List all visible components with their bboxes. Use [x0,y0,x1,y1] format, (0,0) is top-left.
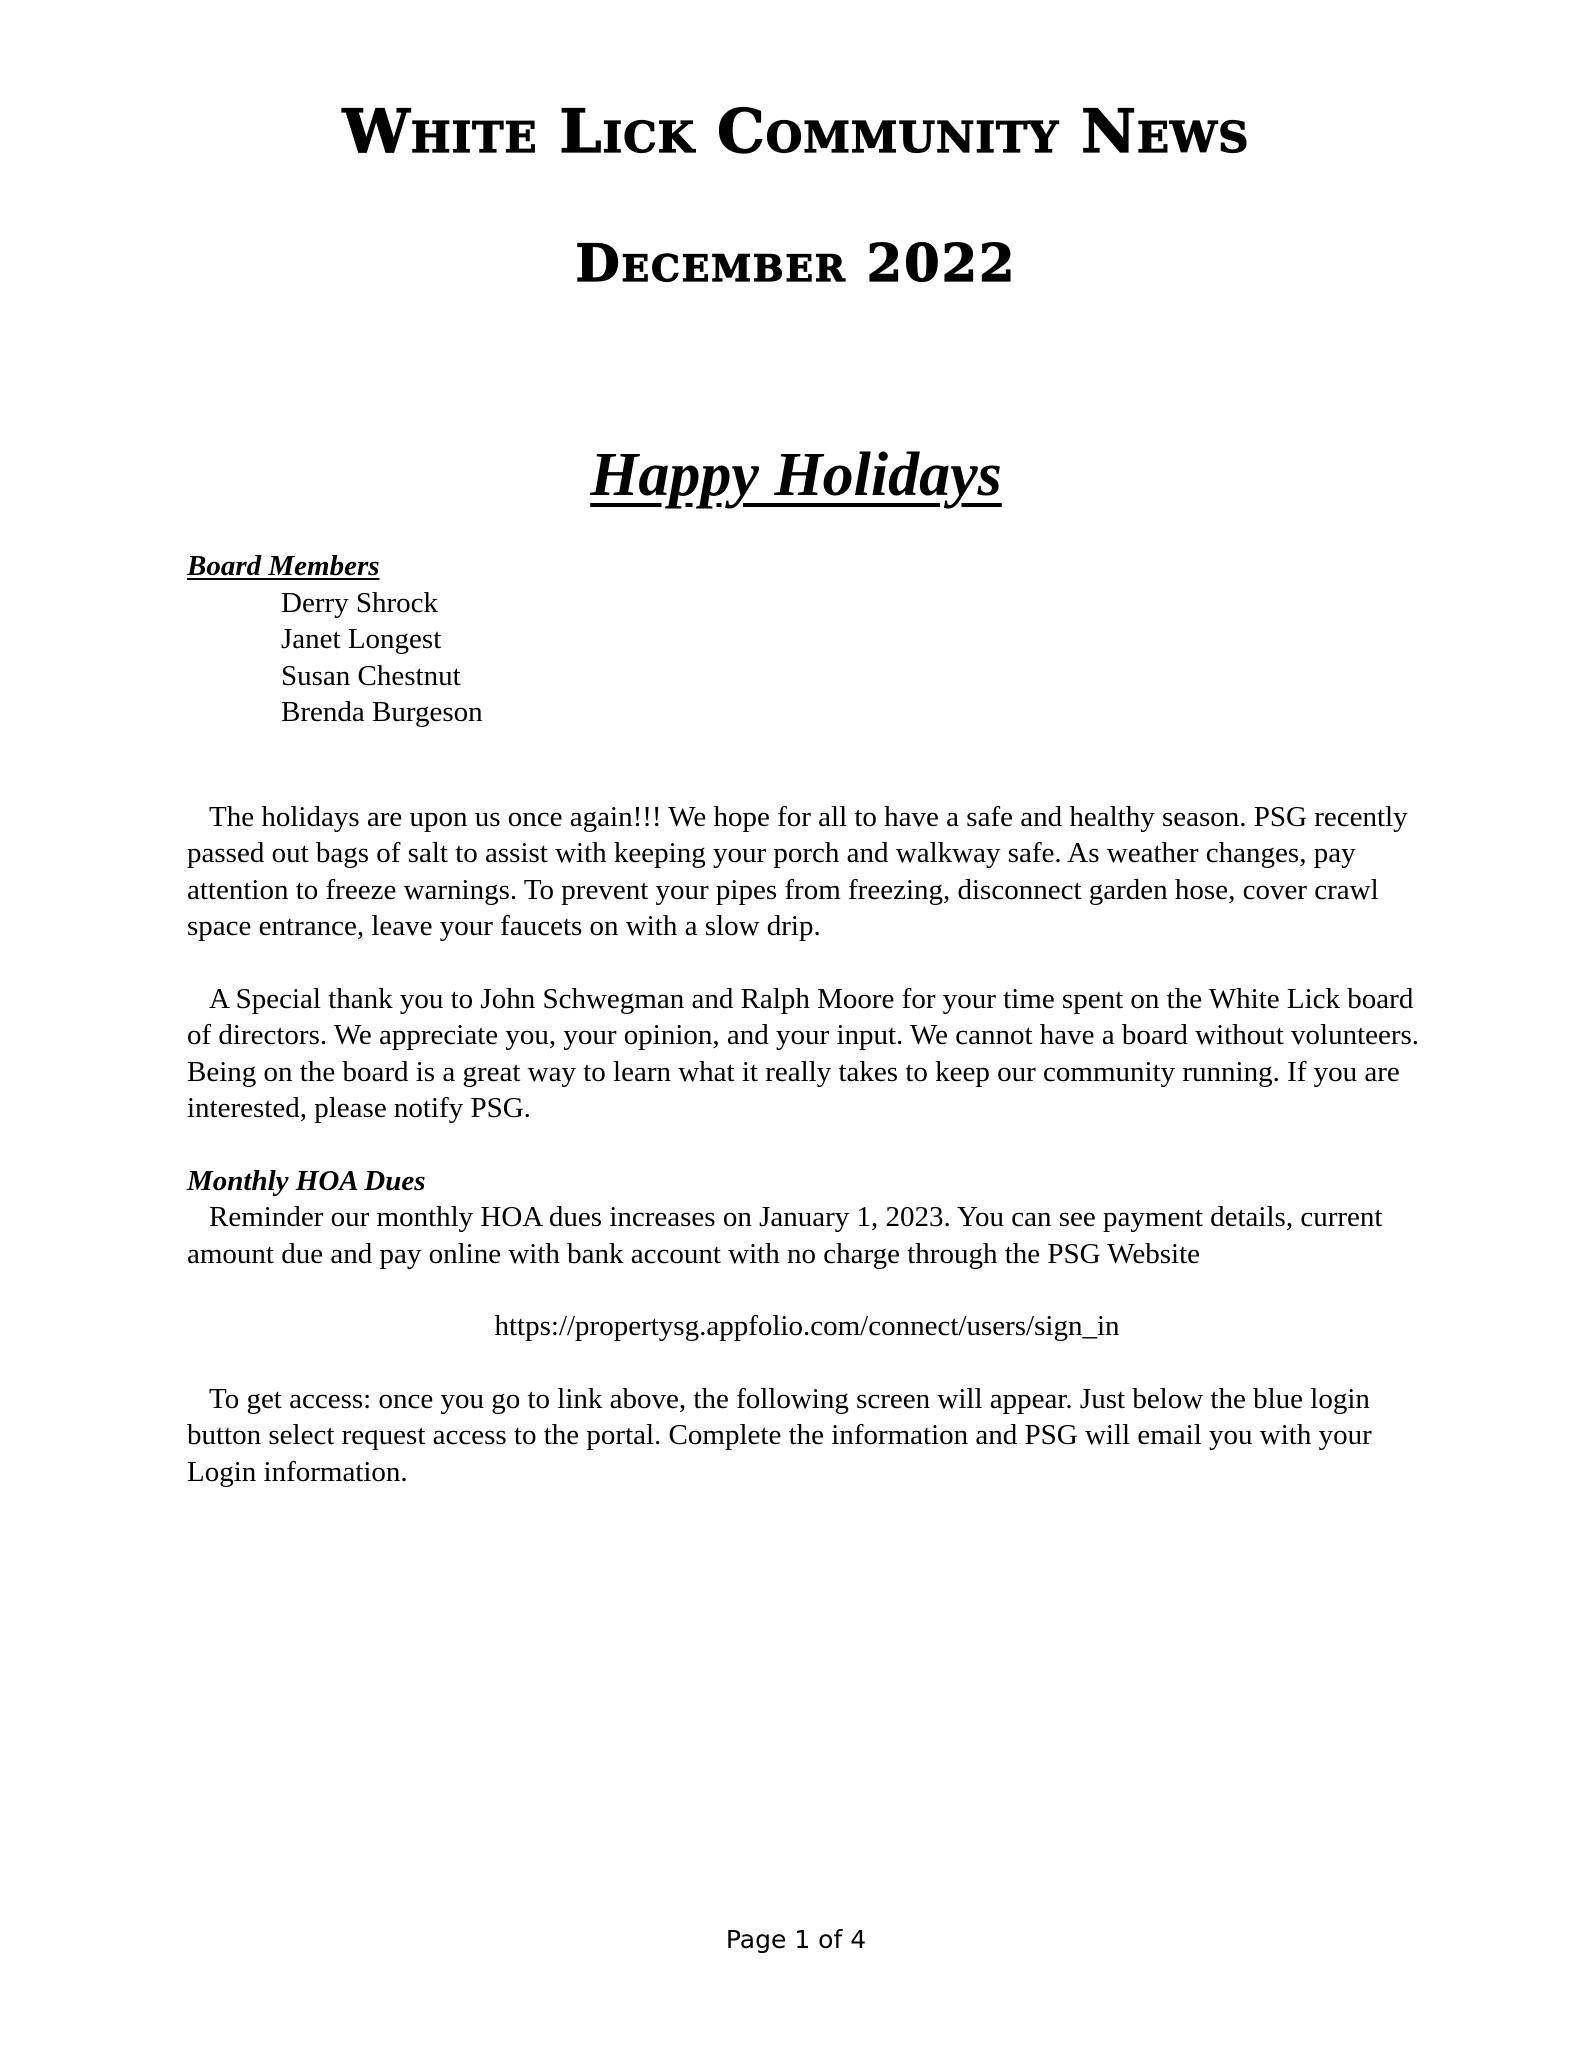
hoa-dues-paragraph: Reminder our monthly HOA dues increases on January 1, 2023. You can see payment details, current amount due and pay online with bank account with no charge through the PSG Website [187,1201,1383,1270]
portal-access-paragraph: To get access: once you go to link above, the following screen will appear. Just below the blue login button select request access to the portal. Complete the information and PSG will email you with your Login information. [187,1382,1372,1488]
board-member: Brenda Burgeson [281,696,483,728]
board-members-list [187,585,1427,731]
board-member: Susan Chestnut [281,659,461,692]
board-member: Janet Longest [281,623,442,655]
issue-date: December 2022 [575,234,1017,294]
board-members-heading: Board Members [187,550,380,582]
newsletter-title: White Lick Community News [342,97,1250,167]
hoa-dues-heading: Monthly HOA Dues [187,1164,426,1197]
newsletter-body [187,548,1427,1490]
psg-portal-link[interactable]: https://propertysg.appfolio.com/connect/users/sign_in [494,1310,1120,1342]
thank-you-paragraph: A Special thank you to John Schwegman and Ralph Moore for your time spent on the White Lick board of directors. We appreciate you, your opinion, and your input. We cannot have a board without volunteers. Being on the board is a great way to learn what it really takes to keep our community running. If you are interested, please notify PSG. [187,982,1420,1124]
board-member: Derry Shrock [281,586,439,619]
page-number: Page 1 of 4 [725,1925,867,1954]
holiday-safety-paragraph: The holidays are upon us once again!!! We hope for all to have a safe and healthy season. PSG recently passed out bags of salt to assist with keeping your porch and walkway safe. As weather changes, pay attention to freeze warnings. To prevent your pipes from freezing, disconnect garden hose, cover crawl space entrance, leave your faucets on with a slow drip. [187,800,1408,942]
headline: Happy Holidays [590,441,1002,509]
